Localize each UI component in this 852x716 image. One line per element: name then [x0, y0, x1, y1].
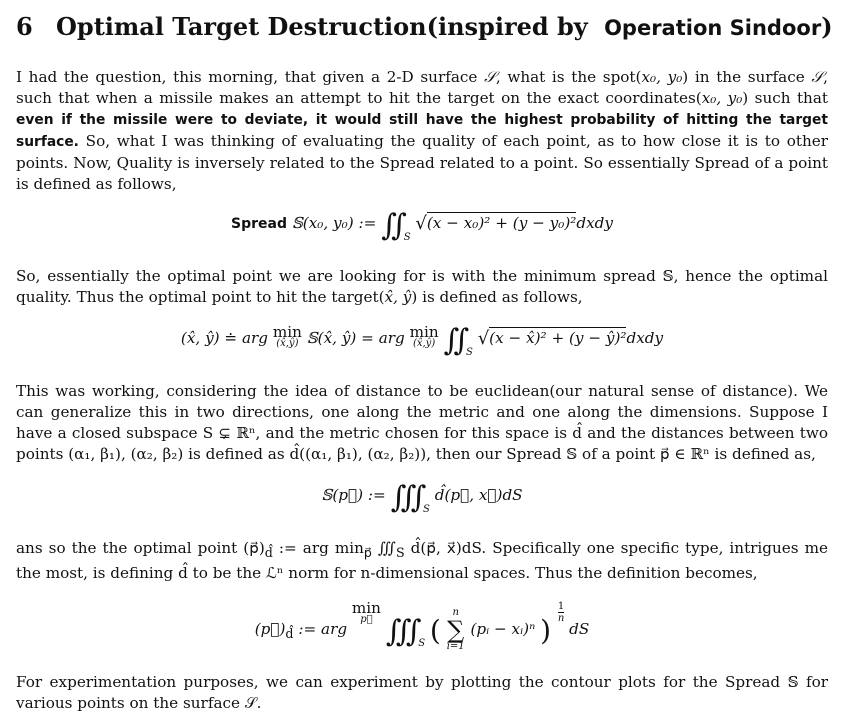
target-hat-coordinates: x̂, ŷ	[384, 288, 412, 306]
paragraph-intro-text-6: So, what I was thinking of evaluating the quality of each point, as to how close it is to other points. Now, Quality is inversely related to the Spread related to a point. So essentially Spread of a point is defined as follows,	[16, 132, 828, 193]
paragraph-optimal-point-text-1: So, essentially the optimal point we are looking for is with the minimum spread 𝕊, hence the optimal quality. Thus the optimal point to hit the target(	[16, 267, 828, 306]
summation-symbol: ∑	[447, 616, 465, 645]
paragraph-experimentation: For experimentation purposes, we can experiment by plotting the contour plots for the Spread 𝕊 for various points on the surface 𝒮.	[16, 673, 828, 713]
point-coordinates: x₀, y₀	[641, 68, 683, 86]
equation-lp-line	[254, 599, 590, 654]
paragraph-intro	[16, 67, 828, 195]
equation-optimal-left: (x̂, ŷ) ≐ arg	[180, 329, 268, 347]
paper-page	[16, 12, 833, 714]
equation-general-spread-lhs: 𝕊(p⃗) :=	[321, 486, 386, 504]
paragraph-optimal-general-text-2: := arg min	[272, 539, 364, 557]
equation-general-spread-body: d̂(p⃗, x⃗)dS	[434, 486, 523, 504]
triple-integral-symbol-2: ∭	[385, 614, 416, 650]
paragraph-optimal-general-region: S	[395, 545, 405, 561]
big-close-paren: )	[540, 614, 552, 648]
integral-region-symbol: S	[403, 232, 411, 243]
paragraph-intro-text-1: I had the question, this morning, that given a 2-D surface	[16, 68, 485, 86]
surface-symbol-repeat: 𝒮	[811, 68, 824, 86]
paragraph-intro-text-3: ) in the surface	[682, 68, 812, 86]
triple-integral-region-symbol: S	[423, 504, 430, 515]
equation-spread-line	[231, 208, 613, 248]
section-title-end: )	[821, 12, 833, 41]
paragraph-intro-bold: even if the missile were to deviate, it would still have the highest probability of hitting the target surface.	[16, 112, 828, 150]
argmin-one-subscript: (x̂,ŷ)	[276, 338, 299, 349]
equation-lp-tail: dS	[569, 620, 590, 639]
triple-integral-symbol: ∭	[390, 480, 421, 515]
argmin-lp-subscript: p⃗	[360, 614, 373, 626]
double-integral-symbol: ∬	[381, 208, 401, 243]
equation-optimal-middle: 𝕊(x̂, ŷ) = arg	[306, 329, 405, 347]
section-heading	[16, 12, 833, 43]
summation-lower-limit: i=1	[446, 641, 465, 653]
equation-general-spread-line	[321, 480, 523, 520]
paragraph-optimal-general-subscript-2: p⃗	[363, 545, 372, 561]
paragraph-optimal-point-text-2: ) is defined as follows,	[411, 288, 583, 306]
paragraph-optimal-point	[16, 266, 828, 308]
equation-spread-tail: dxdy	[576, 214, 613, 232]
summation-block	[447, 608, 465, 652]
argmin-lp-main: min	[351, 599, 381, 618]
square-root-symbol: √	[415, 213, 427, 234]
surface-symbol: 𝒮	[484, 68, 496, 86]
paragraph-intro-text-4: , such that when a missile makes an attempt to hit the target on the exact coordinates(	[16, 68, 828, 107]
equation-spread-label: Spread	[231, 216, 288, 232]
paragraph-optimal-general-integral: ∭	[371, 539, 396, 557]
equation-spread-lhs: 𝕊(x₀, y₀) :=	[291, 214, 377, 232]
section-number: 6	[16, 12, 33, 41]
paragraph-optimal-general-subscript-1: d̂	[264, 545, 273, 561]
argmin-two	[409, 323, 439, 349]
paragraph-generalization: This was working, considering the idea of distance to be euclidean(our natural sense of distance). We can generalize this in two directions, one along the metric and one along the dimensions. Suppose I have a closed subspace S ⊊ ℝⁿ, and the metric chosen for this space is d̂ and the distances between two points (α₁, β₁), (α₂, β₂) is defined as d̂((α₁, β₁), (α₂, β₂)), then our Spread 𝕊 of a point p⃗ ∈ ℝⁿ is defined as,	[16, 382, 828, 463]
equation-lp-body: (pᵢ − xᵢ)ⁿ	[470, 620, 536, 639]
argmin-one-main: min	[272, 323, 302, 341]
integral-region-symbol-2: S	[466, 347, 473, 358]
equation-general-spread	[16, 480, 828, 520]
section-title-sans: Operation Sindoor	[604, 16, 822, 40]
paragraph-intro-text-5: ) such that	[742, 89, 828, 107]
power-fraction	[558, 602, 564, 623]
paragraph-optimal-general-text-1: ans so the the optimal point (p⃗)	[16, 539, 265, 557]
argmin-lp	[351, 599, 381, 626]
section-title-main: Optimal Target Destruction(inspired by	[56, 12, 597, 41]
point-coordinates-repeat: x₀, y₀	[701, 89, 743, 107]
equation-optimal-line	[180, 323, 664, 363]
argmin-two-main: min	[409, 323, 439, 341]
triple-integral-region-symbol-2: S	[418, 638, 426, 650]
paragraph-intro-text-2: , what is the spot(	[495, 68, 642, 86]
equation-optimal-point	[16, 323, 828, 363]
equation-lp-lhs: (p⃗)	[254, 620, 286, 639]
equation-optimal-body: (x − x̂)² + (y − ŷ)²	[489, 329, 627, 347]
summation-upper-limit: n	[452, 607, 459, 619]
section-title	[56, 12, 833, 43]
double-integral-symbol-2: ∬	[443, 323, 463, 358]
paragraph-optimal-general-text-3: d̂(p⃗, x⃗)dS. Specifically one specific type, intrigues me the most, is defining d̂ to be the ℒⁿ norm for n-dimensional spaces. Thus the definition becomes,	[16, 539, 829, 583]
power-denominator: n	[557, 613, 565, 625]
equation-optimal-tail: dxdy	[626, 329, 664, 347]
equation-spread	[16, 208, 828, 248]
equation-lp-norm	[16, 599, 828, 654]
argmin-one	[272, 323, 302, 349]
paragraph-optimal-general	[16, 538, 828, 584]
argmin-two-subscript: (x̂,ŷ)	[412, 338, 436, 349]
equation-lp-lhs-subscript: d̂	[285, 626, 294, 642]
power-numerator: 1	[557, 601, 565, 613]
square-root-symbol-2: √	[477, 328, 490, 349]
equation-lp-assignment: := arg	[298, 620, 348, 639]
big-open-paren: (	[429, 614, 441, 648]
equation-spread-body: (x − x₀)² + (y − y₀)²	[426, 214, 577, 232]
